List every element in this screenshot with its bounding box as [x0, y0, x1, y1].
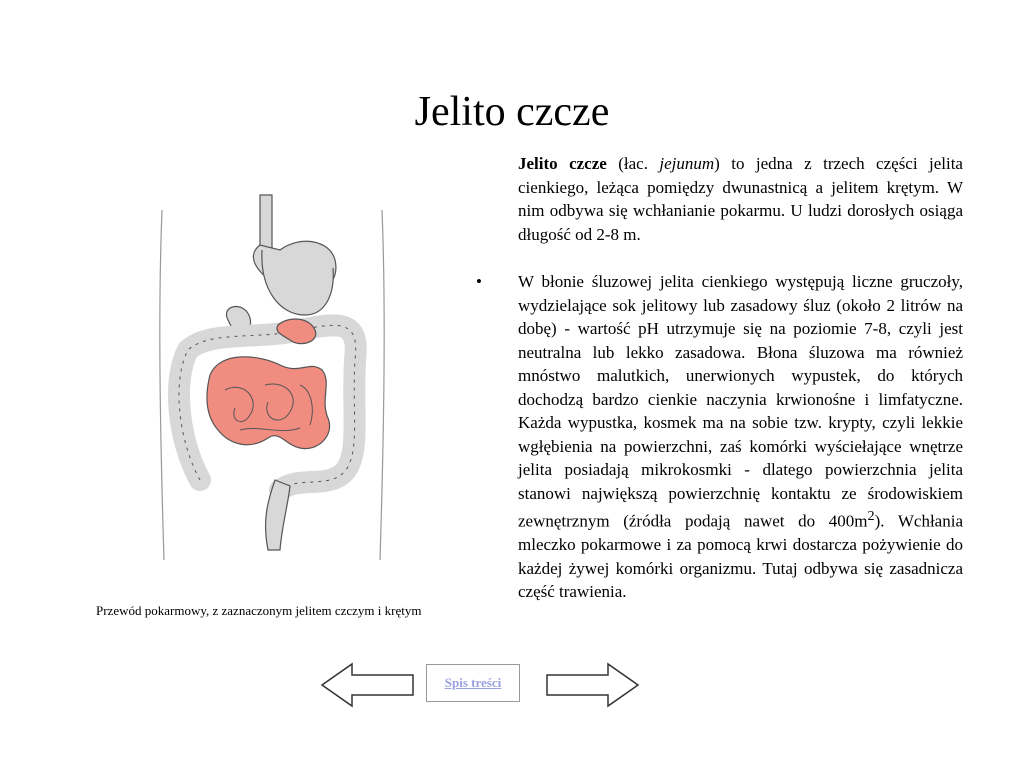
table-of-contents-box	[426, 664, 520, 702]
intro-latin-prefix: (łac.	[606, 154, 660, 173]
digestive-tract-illustration	[150, 190, 400, 570]
intro-term: Jelito czcze	[518, 154, 607, 173]
bullet-paragraph	[476, 270, 963, 604]
slide-title: Jelito czcze	[414, 89, 610, 135]
bullet-marker: •	[476, 272, 482, 291]
intro-paragraph	[518, 152, 963, 246]
illustration-caption: Przewód pokarmowy, z zaznaczonym jelitem czczym i krętym	[96, 603, 422, 618]
bullet-text	[518, 270, 963, 604]
slide-navigation	[320, 662, 640, 708]
next-arrow-icon[interactable]	[544, 662, 640, 708]
intro-rest: ) to jedna z trzech części jelita cienkiego, leżąca pomiędzy dwunastnicą a jelitem krętym. W nim odbywa się wchłanianie pokarmu. U ludzi dorosłych osiąga długość od 2-8 m.	[518, 154, 963, 244]
intro-latin-term: jejunum	[659, 154, 715, 173]
bullet-superscript: 2	[867, 508, 875, 524]
table-of-contents-link[interactable]: Spis treści	[444, 675, 502, 690]
slide-text	[476, 152, 963, 604]
bullet-text-part2: ). Wchłania mleczko pokarmowe i za pomocą krwi dostarcza pożywienie do każdej żywej komórki organizmu. Tutaj odbywa się zasadnicza część trawienia.	[518, 511, 963, 602]
previous-arrow-icon[interactable]	[320, 662, 416, 708]
bullet-text-part1: W błonie śluzowej jelita cienkiego występują liczne gruczoły, wydzielające sok jelitowy lub zasadowy śluz (około 2 litrów na dobę) - wartość pH utrzymuje się na poziomie 7-8, czyli jest neutralna lub lekko zasadowa. Błona śluzowa ma również mnóstwo malutkich, unerwionych wypustek, do których dochodzą bardzo cienkie naczynia krwionośne i limfatyczne. Każda wypustka, kosmek ma na sobie tzw. krypty, czyli lekkie wgłębienia na powierzchni, zaś komórki wyściełające wnętrze jelita posiadają mikrokosmki - dlatego powierzchnia jelita stanowi największą powierzchnię kontaktu ze środowiskiem zewnętrznym (źródła podają nawet do 400m	[518, 272, 963, 531]
